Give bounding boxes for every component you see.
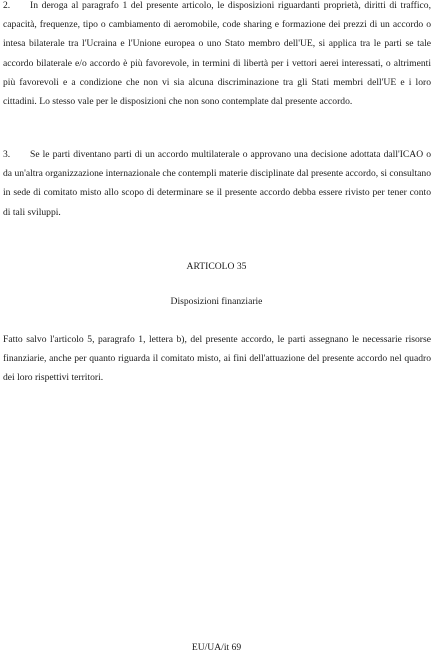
paragraph-2: [3, 0, 431, 111]
paragraph-2-number: 2.: [3, 0, 11, 11]
paragraph-3: [3, 145, 431, 222]
article-body-paragraph: Fatto salvo l'articolo 5, paragrafo 1, lettera b), del presente accordo, le parti assegnano le necessarie risorse finanziarie, anche per quanto riguarda il comitato misto, ai fini dell'attuazione del presente accordo nel quadro dei loro rispettivi territori.: [3, 334, 431, 384]
paragraph-3-text: Se le parti diventano parti di un accordo multilaterale o approvano una decisione adottata dall'ICAO o da un'altra organizzazione internazionale che contempli materie disciplinate dal presente accordo, si consultano in sede di comitato misto allo scopo di determinare se il presente accordo debba essere rivisto per tener conto di tali sviluppi.: [3, 149, 431, 218]
article-heading: ARTICOLO 35: [186, 261, 247, 272]
article-subheading: Disposizioni finanziarie: [170, 296, 263, 307]
paragraph-2-text: In deroga al paragrafo 1 del presente articolo, le disposizioni riguardanti proprietà, diritti di traffico, capacità, frequenze, tipo o cambiamento di aeromobile, code sharing e formazione dei prezzi di un accordo o intesa bilaterale tra l'Ucraina e l'Unione europea o uno Stato membro dell'UE, si applica tra le parti se tale accordo bilaterale e/o accordo è più favorevole, in termini di libertà per i vettori aerei interessati, o altrimenti più favorevoli e a condizione che non vi sia alcuna discriminazione tra gli Stati membri dell'UE e i loro cittadini. Lo stesso vale per le disposizioni che non sono contemplate dal presente accordo.: [3, 0, 431, 108]
page-footer-reference: EU/UA/it 69: [191, 642, 242, 653]
paragraph-3-number: 3.: [3, 149, 11, 160]
